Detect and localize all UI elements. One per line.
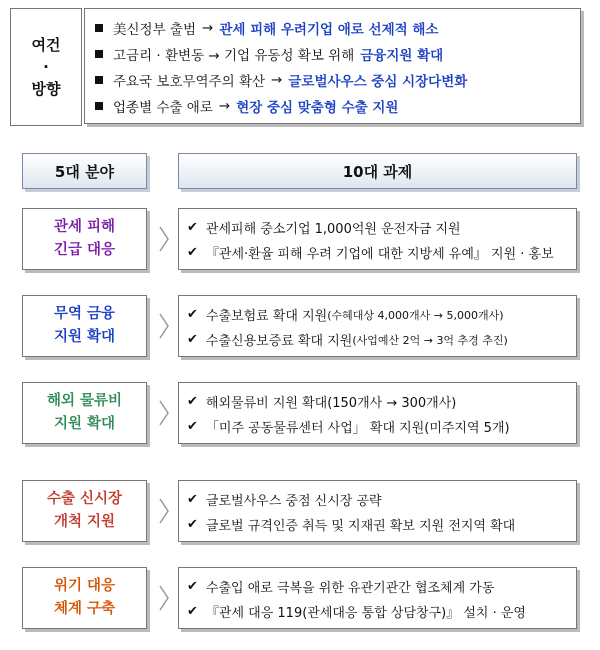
category-box	[22, 567, 147, 629]
condition-emphasis: 글로벌사우스 중심 시장다변화	[288, 74, 468, 90]
conditions-label-top: 여건	[31, 36, 61, 54]
condition-emphasis: 관세 피해 우려기업 애로 선제적 해소	[219, 22, 439, 38]
check-icon: ✔	[187, 220, 198, 235]
check-icon: ✔	[187, 394, 198, 409]
category-line-1: 해외 물류비	[46, 393, 123, 409]
task-detail: (수혜대상 4,000개사 → 5,000개사)	[327, 308, 504, 322]
condition-item	[95, 41, 570, 67]
square-bullet-icon	[95, 102, 103, 110]
category-line-2: 지원 확대	[53, 329, 116, 345]
task-item	[187, 327, 568, 352]
condition-item	[95, 15, 570, 41]
category-line-2: 체계 구축	[53, 601, 116, 617]
check-icon: ✔	[187, 604, 198, 619]
category-box	[22, 382, 147, 444]
category-line-1: 관세 피해	[53, 219, 116, 235]
check-icon: ✔	[187, 579, 198, 594]
condition-text: 주요국 보호무역주의 확산	[113, 74, 266, 90]
condition-item	[95, 93, 570, 119]
condition-item	[95, 67, 570, 93]
condition-emphasis: 금융지원 확대	[360, 48, 444, 64]
header-ten-tasks: 10대 과제	[178, 153, 577, 189]
task-box	[178, 382, 577, 444]
task-item	[187, 302, 568, 327]
category-box	[22, 480, 147, 542]
chevron-right-icon	[158, 498, 170, 524]
task-text: 수출신용보증료 확대 지원	[205, 334, 353, 349]
conditions-label-bottom: 방향	[31, 80, 61, 98]
category-line-2: 지원 확대	[53, 416, 116, 432]
category-box	[22, 208, 147, 270]
condition-text: 고금리 · 환변동 → 기업 유동성 확보 위해	[113, 48, 355, 64]
task-text: 해외물류비 지원 확대(150개사 → 300개사)	[205, 396, 457, 411]
category-line-2: 긴급 대응	[53, 242, 116, 258]
task-text: 글로벌 규격인증 취득 및 지재권 확보 지원 전지역 확대	[205, 519, 516, 534]
task-box	[178, 567, 577, 629]
category-line-1: 무역 금융	[53, 306, 116, 322]
category-line-1: 위기 대응	[53, 578, 116, 594]
conditions-label-mid: ·	[43, 58, 49, 76]
arrow-icon: →	[218, 98, 231, 114]
task-detail: (사업예산 2억 → 3억 추경 추진)	[352, 333, 508, 347]
check-icon: ✔	[187, 307, 198, 322]
square-bullet-icon	[95, 76, 103, 84]
task-item	[187, 574, 568, 599]
task-text: 수출보험료 확대 지원	[205, 309, 328, 324]
check-icon: ✔	[187, 492, 198, 507]
condition-emphasis: 현장 중심 맞춤형 수출 지원	[236, 100, 399, 116]
task-box	[178, 295, 577, 357]
task-item	[187, 414, 568, 439]
chevron-right-icon	[158, 400, 170, 426]
square-bullet-icon	[95, 50, 103, 58]
task-text: 「미주 공동물류센터 사업」 확대 지원(미주지역 5개)	[205, 421, 510, 436]
chevron-right-icon	[158, 226, 170, 252]
arrow-icon: →	[271, 72, 283, 88]
task-item	[187, 512, 568, 537]
check-icon: ✔	[187, 517, 198, 532]
check-icon: ✔	[187, 332, 198, 347]
task-box	[178, 208, 577, 270]
condition-text: 美신정부 출범	[113, 22, 196, 38]
category-box	[22, 295, 147, 357]
condition-text: 업종별 수출 애로	[113, 100, 213, 116]
task-item	[187, 487, 568, 512]
conditions-label	[10, 8, 82, 126]
task-item	[187, 215, 568, 240]
arrow-icon: →	[202, 20, 214, 36]
chevron-right-icon	[158, 313, 170, 339]
task-text: 『관세 대응 119(관세대응 통합 상담창구)』 설치 · 운영	[205, 606, 526, 621]
check-icon: ✔	[187, 419, 198, 434]
conditions-box	[84, 8, 581, 124]
header-five-areas: 5대 분야	[22, 153, 147, 189]
task-text: 관세피해 중소기업 1,000억원 운전자금 지원	[205, 222, 461, 237]
task-item	[187, 389, 568, 414]
category-line-2: 개척 지원	[53, 514, 116, 530]
square-bullet-icon	[95, 24, 103, 32]
task-item	[187, 240, 568, 265]
check-icon: ✔	[187, 245, 198, 260]
task-text: 글로벌사우스 중점 신시장 공략	[205, 494, 382, 509]
chevron-right-icon	[158, 585, 170, 611]
task-box	[178, 480, 577, 542]
task-text: 수출입 애로 극복을 위한 유관기관간 협조체계 가동	[205, 581, 495, 596]
task-text: 『관세·환율 피해 우려 기업에 대한 지방세 유예』 지원 · 홍보	[205, 247, 554, 262]
task-item	[187, 599, 568, 624]
category-line-1: 수출 신시장	[46, 491, 123, 507]
